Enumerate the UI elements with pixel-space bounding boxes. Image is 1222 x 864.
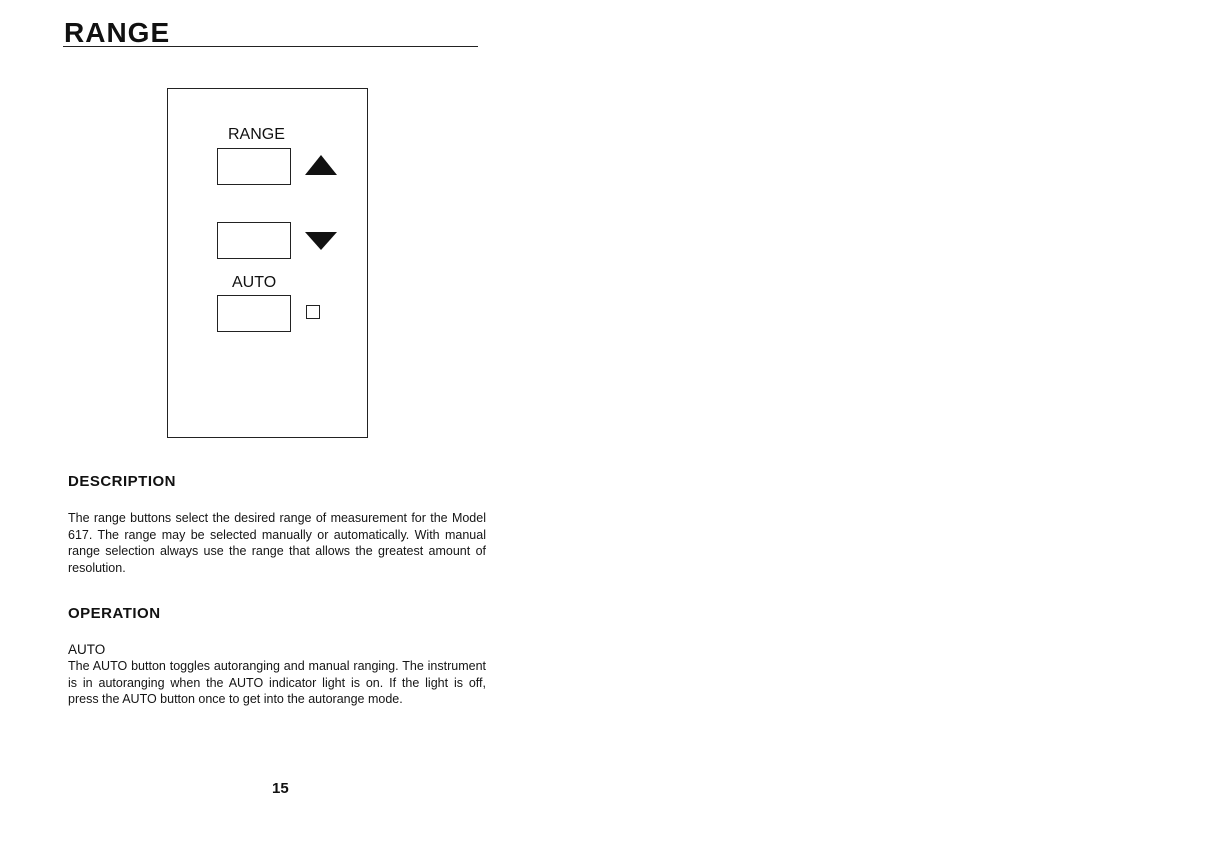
- auto-label: AUTO: [232, 274, 277, 291]
- title-underline: [63, 46, 478, 47]
- operation-heading: OPERATION: [68, 605, 161, 622]
- description-heading: DESCRIPTION: [68, 473, 177, 490]
- down-triangle-icon: [305, 232, 337, 250]
- range-up-button[interactable]: [217, 148, 291, 185]
- operation-text: The AUTO button toggles autoranging and manual ranging. The instrument is in autoranging when the AUTO indicator light is on. If the light is off, press the AUTO button once to get into the autorange mode.: [68, 659, 486, 706]
- page-number: 15: [272, 780, 289, 797]
- range-down-button[interactable]: [217, 222, 291, 259]
- description-text: The range buttons select the desired range of measurement for the Model 617. The range may be selected manually or automatically. With manual range selection always use the range that allows the greatest amount of resolution.: [68, 511, 486, 575]
- range-label: RANGE: [228, 126, 285, 143]
- range-front-panel-diagram: [167, 88, 368, 438]
- auto-indicator-light: [306, 305, 320, 319]
- operation-subheading: AUTO: [68, 642, 106, 657]
- up-triangle-icon: [305, 155, 337, 175]
- page-title: RANGE: [64, 17, 171, 48]
- auto-button[interactable]: [217, 295, 291, 332]
